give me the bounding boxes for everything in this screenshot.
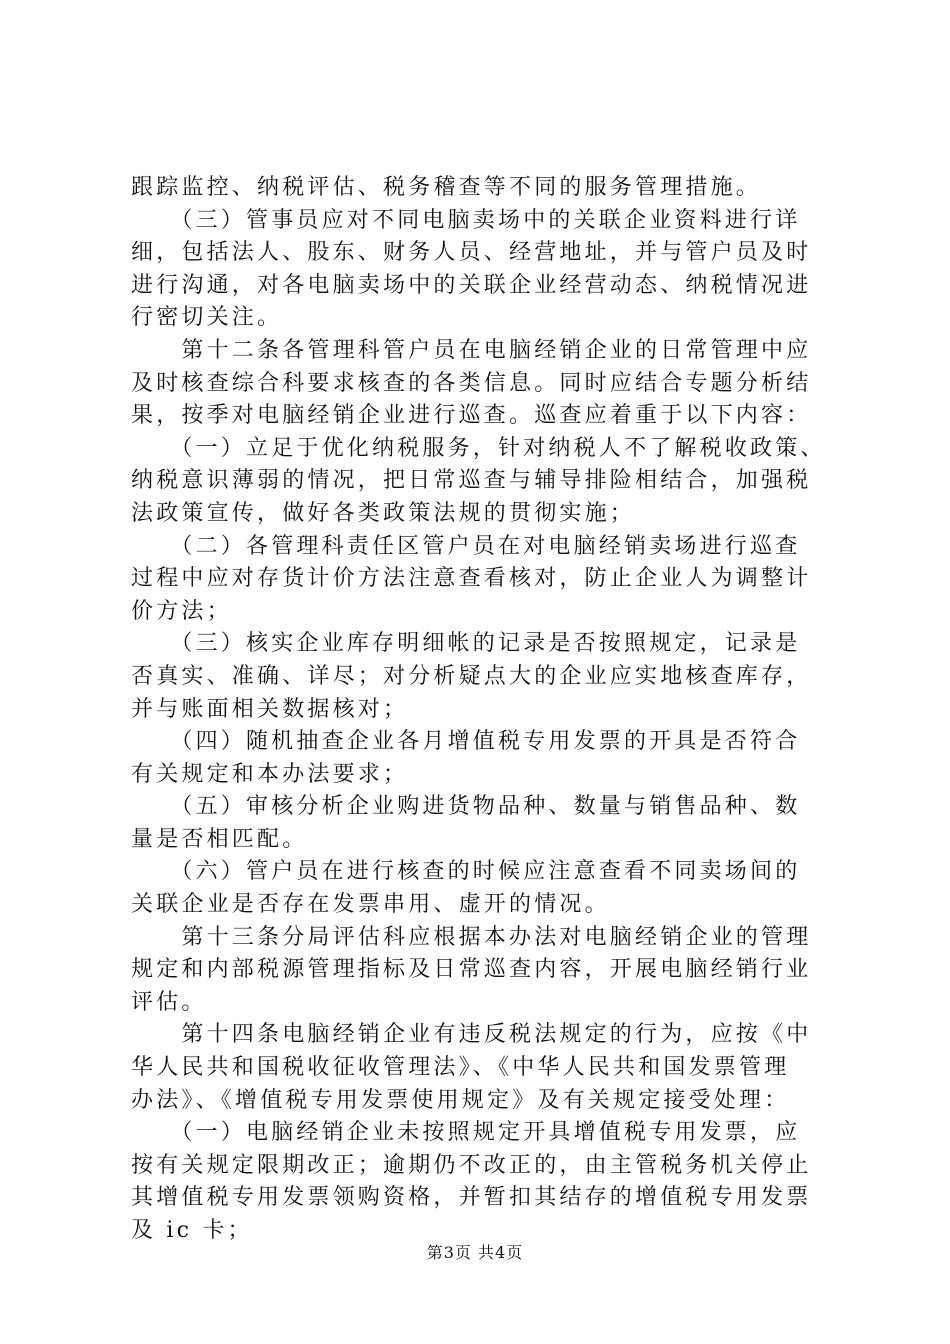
- text-line: 法政策宣传，做好各类政策法规的贯彻实施；: [131, 500, 636, 526]
- text-line: 纳税意识薄弱的情况，把日常巡查与辅导排险相结合，加强税: [131, 468, 812, 494]
- text-line: （一）电脑经销企业未按照规定开具增值税专用发票，应: [131, 1120, 801, 1146]
- text-line: 细，包括法人、股东、财务人员、经营地址，并与管户员及时: [131, 240, 812, 266]
- text-line: （三）核实企业库存明细帐的记录是否按照规定，记录是: [131, 631, 801, 657]
- text-line: （五）审核分析企业购进货物品种、数量与销售品种、数: [131, 794, 801, 820]
- text-line: 及 ic 卡；: [131, 1218, 253, 1243]
- text-line: 及时核查综合科要求核查的各类信息。同时应结合专题分析结: [131, 370, 812, 396]
- page-number-footer: 第3页 共4页: [426, 1243, 524, 1262]
- text-line: 其增值税专用发票领购资格，并暂扣其结存的增值税专用发票: [131, 1185, 812, 1211]
- text-line: 果，按季对电脑经销企业进行巡查。巡查应着重于以下内容：: [131, 403, 812, 429]
- text-line: 行密切关注。: [131, 305, 283, 331]
- text-line: 华人民共和国税收征收管理法》、《中华人民共和国发票管理: [131, 1055, 790, 1081]
- text-line: （二）各管理科责任区管户员在对电脑经销卖场进行巡查: [131, 533, 801, 559]
- text-line: 过程中应对存货计价方法注意查看核对，防止企业人为调整计: [131, 566, 812, 592]
- text-line: 有关规定和本办法要求；: [131, 761, 409, 787]
- text-line: 按有关规定限期改正；逾期仍不改正的，由主管税务机关停止: [131, 1152, 812, 1178]
- text-line: 第十四条电脑经销企业有违反税法规定的行为，应按《中: [131, 1022, 812, 1048]
- text-line: 量是否相匹配。: [131, 826, 308, 852]
- text-line: 并与账面相关数据核对；: [131, 696, 409, 722]
- text-line: 进行沟通，对各电脑卖场中的关联企业经营动态、纳税情况进: [131, 272, 812, 298]
- text-line: 跟踪监控、纳税评估、税务稽查等不同的服务管理措施。: [131, 175, 762, 200]
- text-line: （三）管事员应对不同电脑卖场中的关联企业资料进行详: [131, 207, 801, 233]
- text-line: 第十二条各管理科管户员在电脑经销企业的日常管理中应: [131, 337, 812, 363]
- text-line: 价方法；: [131, 598, 232, 624]
- text-line: （六）管户员在进行核查的时候应注意查看不同卖场间的: [131, 859, 801, 885]
- text-line: 第十三条分局评估科应根据本办法对电脑经销企业的管理: [131, 924, 812, 950]
- text-line: 否真实、准确、详尽；对分析疑点大的企业应实地核查库存，: [131, 663, 812, 689]
- text-line: （一）立足于优化纳税服务，针对纳税人不了解税收政策、: [131, 435, 826, 461]
- text-line: （四）随机抽查企业各月增值税专用发票的开具是否符合: [131, 729, 801, 755]
- body-text: [131, 172, 836, 1248]
- text-line: 办法》、《增值税专用发票使用规定》及有关规定接受处理：: [131, 1087, 790, 1113]
- text-line: 规定和内部税源管理指标及日常巡查内容，开展电脑经销行业: [131, 957, 812, 983]
- text-line: 关联企业是否存在发票串用、虚开的情况。: [131, 892, 610, 918]
- text-line: 评估。: [131, 989, 207, 1015]
